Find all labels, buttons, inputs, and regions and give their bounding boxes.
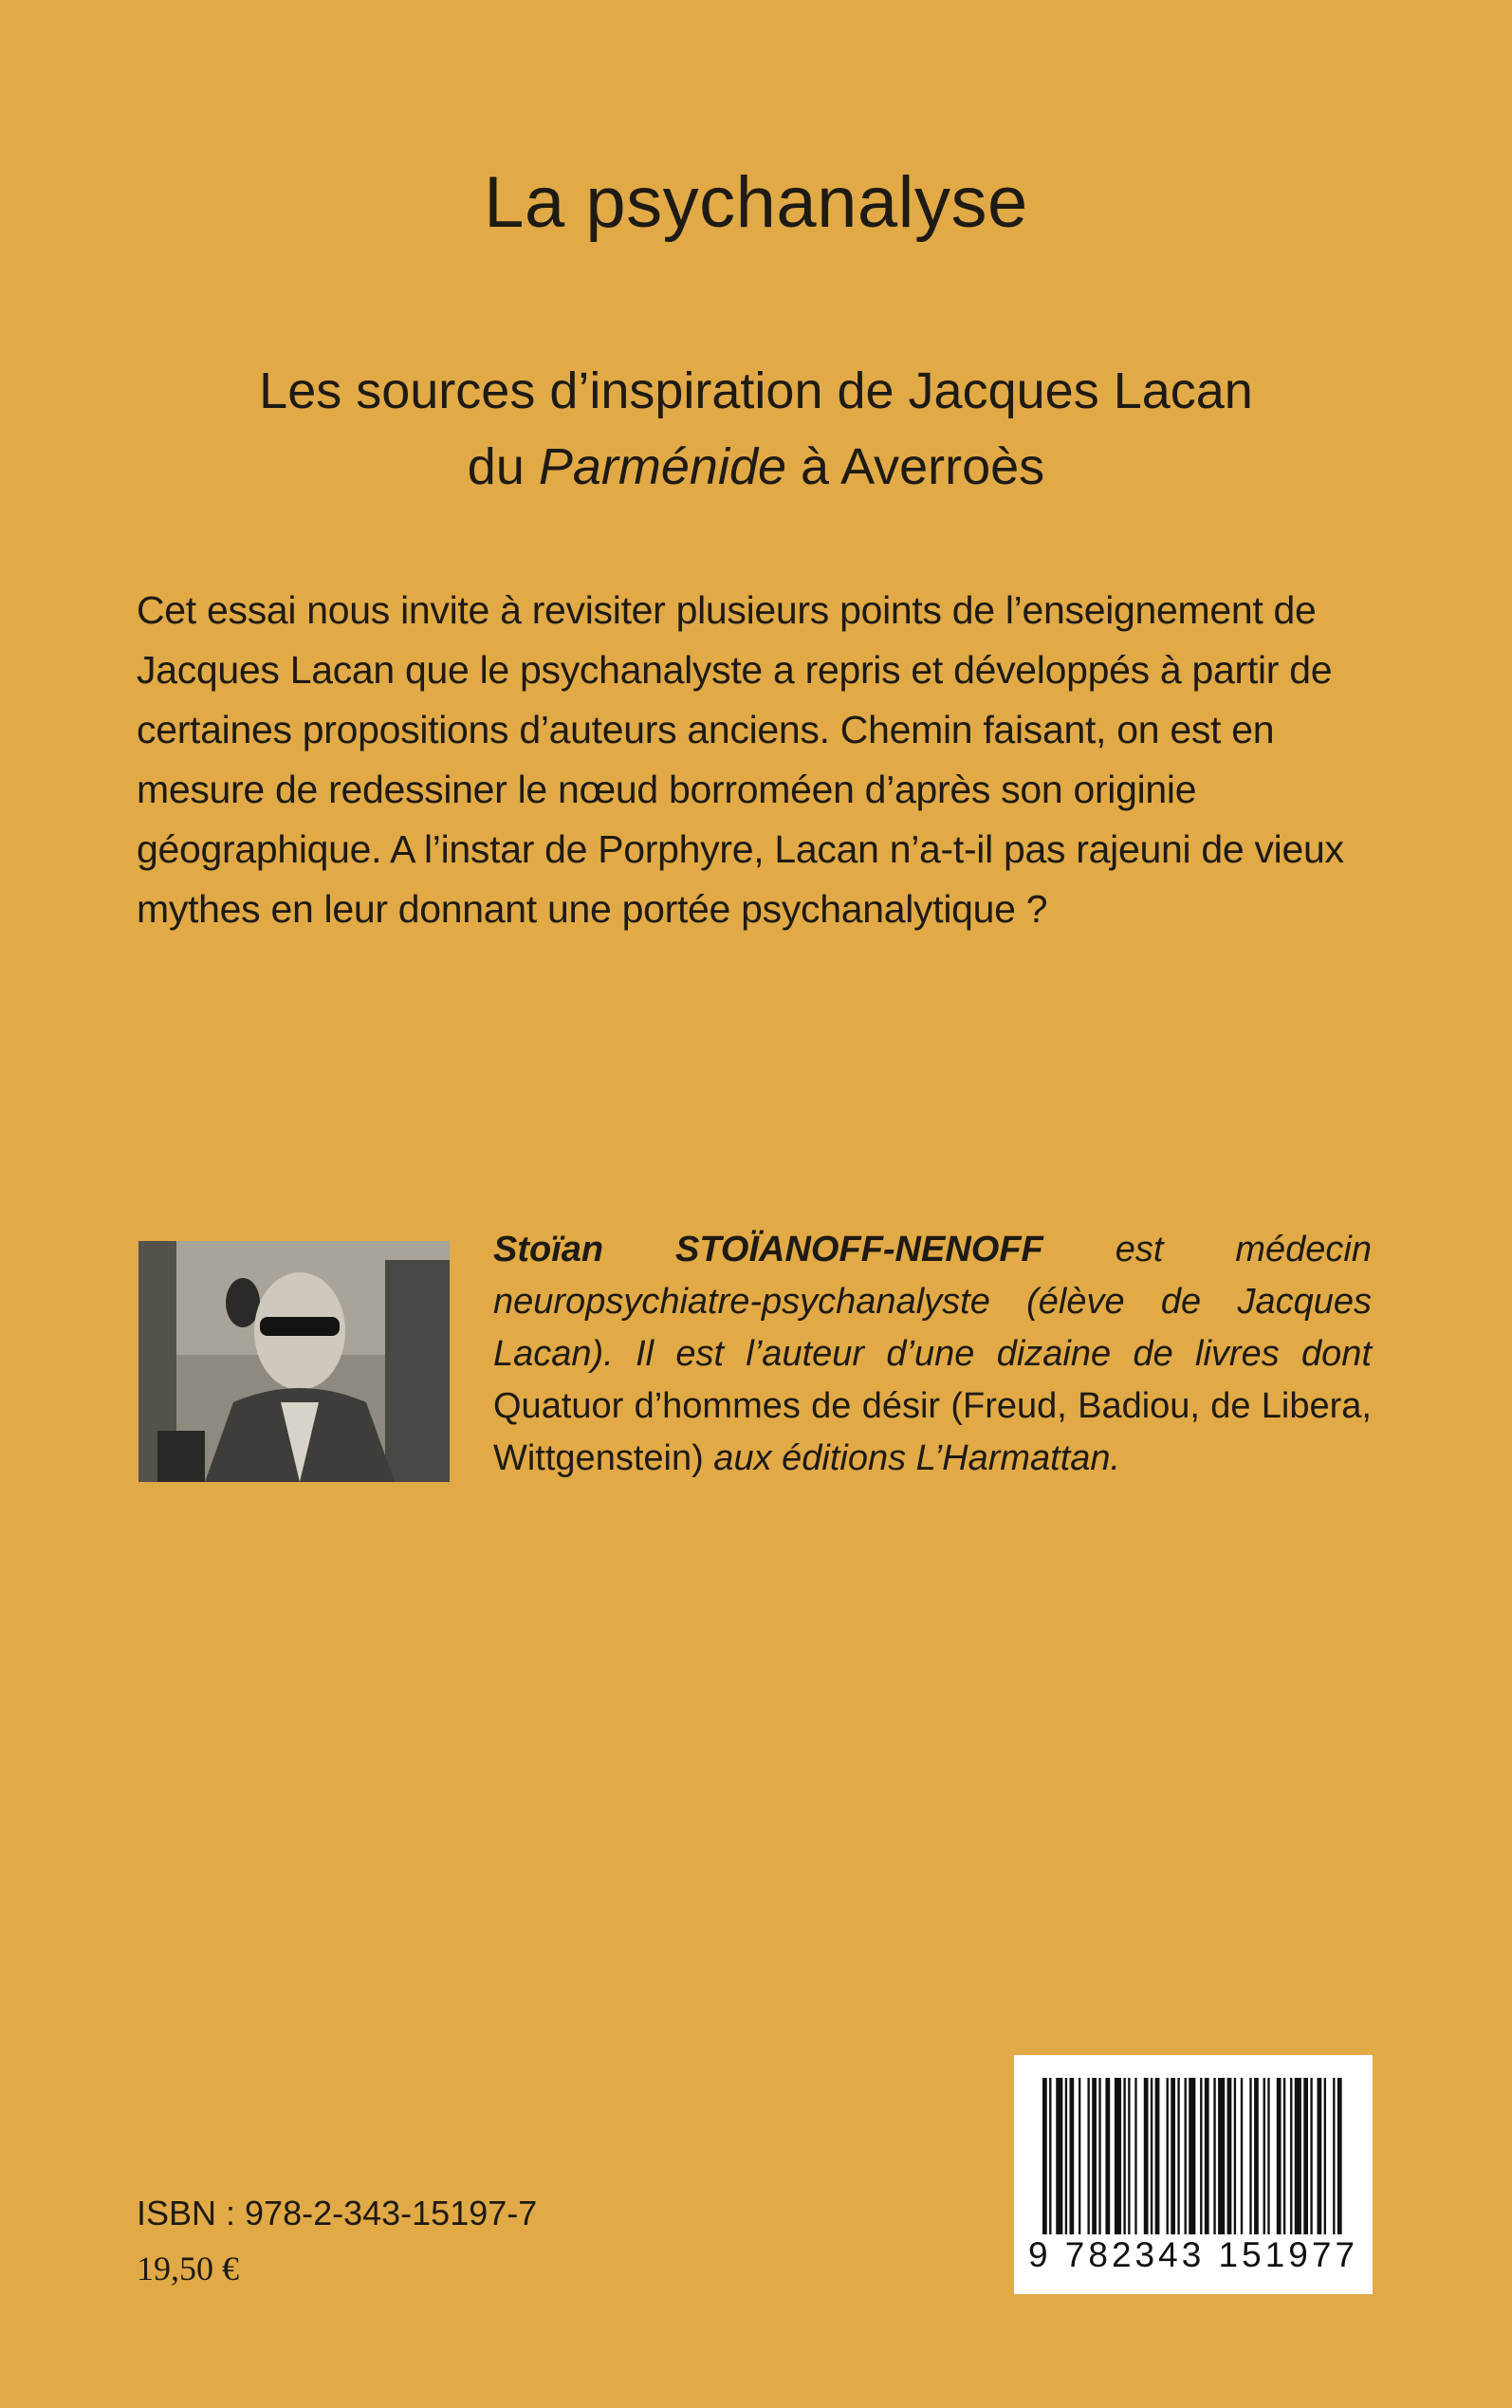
- barcode-bar: [1227, 2078, 1232, 2234]
- author-book-title: Quatuor d’hommes de désir (Freud, Badiou, de Libera, Wittgenstein): [493, 1386, 1372, 1478]
- barcode-bars: [1042, 2078, 1344, 2234]
- barcode-bar: [1333, 2078, 1335, 2234]
- barcode-bar: [1213, 2078, 1215, 2234]
- isbn-text: ISBN : 978-2-343-15197-7: [137, 2194, 538, 2232]
- barcode-digits: 9 782343 151977: [1027, 2235, 1359, 2274]
- subtitle-line-2-suffix: à Averroès: [786, 438, 1045, 495]
- barcode-bar: [1295, 2078, 1301, 2234]
- barcode-bar: [1318, 2078, 1322, 2234]
- subtitle-line-2-prefix: du: [467, 438, 539, 495]
- barcode-bar: [1189, 2078, 1195, 2234]
- author-bio: [493, 1224, 1372, 1485]
- subtitle-italic-parmenide: Parménide: [538, 438, 787, 495]
- barcode-bar: [1155, 2078, 1160, 2234]
- book-blurb: Cet essai nous invite à revisiter plusieurs points de l’enseignement de Jacques Lacan que le psychanalyste a repris et développés à partir de certaines propositions d’auteurs anciens. Chemin faisant, on est en mesure de redessiner le nœud borroméen d’après son originie géographique. A l’instar de Porphyre, Lacan n’a-t-il pas rajeuni de vieux mythes en leur donnant une portée psychanalytique ?: [137, 588, 1344, 931]
- barcode-bar: [1128, 2078, 1130, 2234]
- barcode-bar: [1218, 2078, 1225, 2234]
- barcode-bar: [1056, 2078, 1062, 2234]
- barcode-bar: [1115, 2078, 1121, 2234]
- book-subtitle: [0, 353, 1512, 505]
- author-bio-text-1: est médecin neuropsychiatre-psychanalyste (élève de Jacques Lacan). Il est l’auteur d’une dizaine de livres dont: [493, 1230, 1372, 1374]
- barcode-bar: [1185, 2078, 1187, 2234]
- barcode-bar: [1200, 2078, 1202, 2234]
- barcode-bar: [1283, 2078, 1285, 2234]
- barcode-bar: [1171, 2078, 1175, 2234]
- isbn-barcode: [1014, 2055, 1373, 2294]
- barcode-bar: [1249, 2078, 1251, 2234]
- barcode-bar: [1098, 2078, 1100, 2234]
- barcode-bar: [1069, 2078, 1074, 2234]
- author-bio-text-2: aux éditions L’Harmattan.: [703, 1438, 1121, 1478]
- subtitle-line-1: Les sources d’inspiration de Jacques Lacan: [259, 362, 1253, 419]
- barcode-bar: [1254, 2078, 1259, 2234]
- barcode-bar: [1263, 2078, 1265, 2234]
- barcode-bar: [1303, 2078, 1308, 2234]
- author-photo: [138, 1241, 450, 1482]
- barcode-bar: [1167, 2078, 1169, 2234]
- barcode-bar: [1151, 2078, 1152, 2234]
- author-name: Stoïan STOÏANOFF-NENOFF: [493, 1230, 1043, 1269]
- barcode-bar: [1092, 2078, 1097, 2234]
- barcode-bar: [1042, 2078, 1047, 2234]
- barcode-bar: [1241, 2078, 1243, 2234]
- barcode-bar: [1065, 2078, 1067, 2234]
- barcode-bar: [1290, 2078, 1292, 2234]
- barcode-bar: [1324, 2078, 1326, 2234]
- barcode-bar: [1105, 2078, 1110, 2234]
- barcode-bar: [1087, 2078, 1089, 2234]
- barcode-bar: [1205, 2078, 1209, 2234]
- barcode-bar: [1234, 2078, 1236, 2234]
- barcode-bar: [1123, 2078, 1125, 2234]
- barcode-bar: [1310, 2078, 1312, 2234]
- barcode-bar: [1267, 2078, 1269, 2234]
- author-photo-image: [138, 1241, 450, 1482]
- barcode-bar: [1337, 2078, 1342, 2234]
- barcode-bar: [1177, 2078, 1179, 2234]
- barcode-bar: [1049, 2078, 1051, 2234]
- barcode-bar: [1134, 2078, 1136, 2234]
- price-text: 19,50 €: [137, 2250, 239, 2288]
- barcode-bar: [1277, 2078, 1282, 2234]
- barcode-bar: [1144, 2078, 1149, 2234]
- barcode-bar: [1079, 2078, 1080, 2234]
- book-title: La psychanalyse: [484, 162, 1028, 243]
